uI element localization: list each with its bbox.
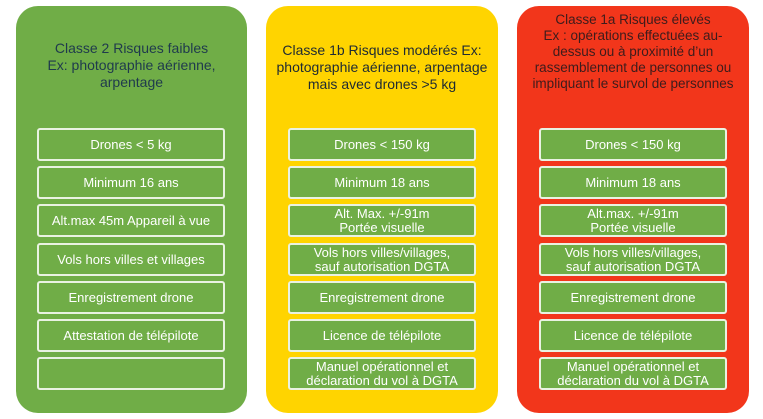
class-1b-requirement: Enregistrement drone (288, 281, 476, 314)
class-1a-high-risk-column (517, 6, 749, 413)
class-1a-requirement: Licence de télépilote (539, 319, 727, 352)
class-1b-requirement: Licence de télépilote (288, 319, 476, 352)
class-2-requirement: Vols hors villes et villages (37, 243, 225, 276)
class-1b-title: Classe 1b Risques modérés Ex: photographie aérienne, arpentage mais avec drones >5 kg (276, 42, 488, 92)
class-2-requirement: Attestation de télépilote (37, 319, 225, 352)
class-2-requirement: Minimum 16 ans (37, 166, 225, 199)
class-1b-requirement: Drones < 150 kg (288, 128, 476, 161)
class-1a-requirement: Minimum 18 ans (539, 166, 727, 199)
class-2-requirement-empty (37, 357, 225, 390)
class-1a-requirement: Enregistrement drone (539, 281, 727, 314)
class-2-requirement: Enregistrement drone (37, 281, 225, 314)
class-1a-requirement: Drones < 150 kg (539, 128, 727, 161)
class-1b-requirement: Manuel opérationnel et déclaration du vol à DGTA (288, 357, 476, 390)
class-2-title: Classe 2 Risques faibles Ex: photographie aérienne, arpentage (47, 40, 216, 90)
class-2-requirement: Alt.max 45m Appareil à vue (37, 204, 225, 237)
class-1b-requirement: Vols hors villes/villages, sauf autorisation DGTA (288, 243, 476, 276)
class-1b-moderate-risk-column (266, 6, 498, 413)
class-1b-requirement: Alt. Max. +/-91m Portée visuelle (288, 204, 476, 237)
class-1b-requirement: Minimum 18 ans (288, 166, 476, 199)
class-1a-requirement: Vols hors villes/villages, sauf autorisation DGTA (539, 243, 727, 276)
class-1a-requirement: Alt.max. +/-91m Portée visuelle (539, 204, 727, 237)
class-2-low-risk-column (16, 6, 247, 413)
class-2-requirement: Drones < 5 kg (37, 128, 225, 161)
class-1a-requirement: Manuel opérationnel et déclaration du vol à DGTA (539, 357, 727, 390)
class-1a-title: Classe 1a Risques élevés Ex : opérations effectuées au- dessus ou à proximité d’un rassemblement de personnes ou impliquant le survol de personnes (532, 12, 734, 91)
